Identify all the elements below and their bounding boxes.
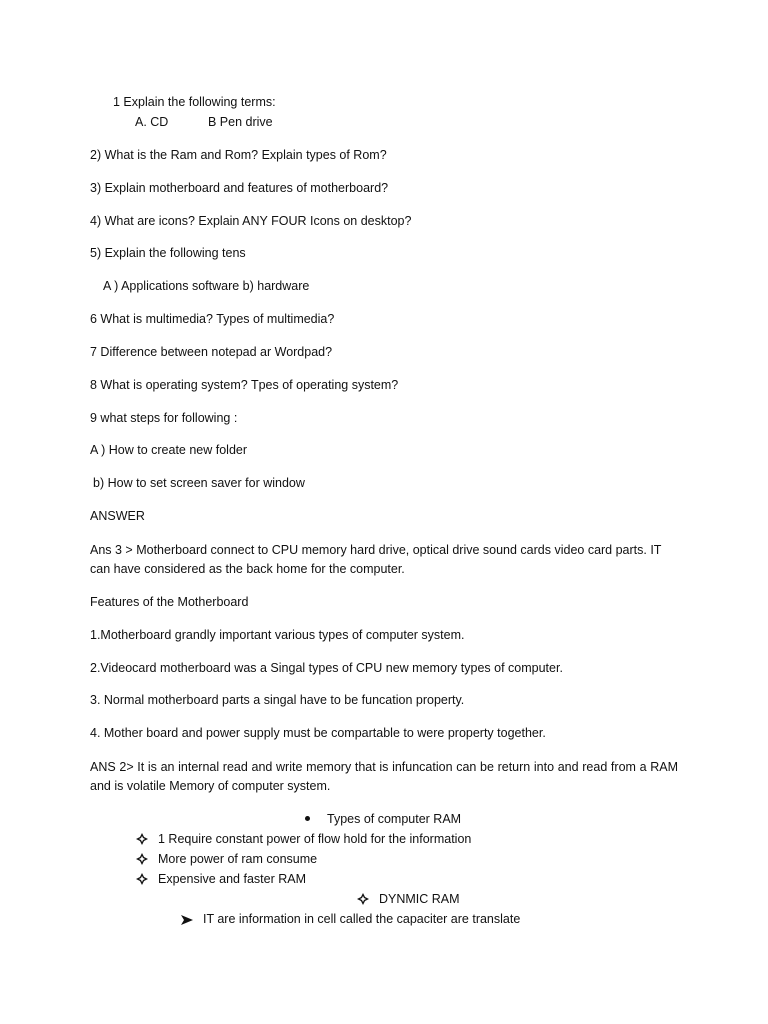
question-6: 6 What is multimedia? Types of multimedia? bbox=[90, 312, 335, 326]
question-3: 3) Explain motherboard and features of motherboard? bbox=[90, 181, 389, 195]
question-1-option-a: A. CD bbox=[135, 115, 169, 129]
dynamic-ram-item: IT are information in cell called the capaciter are translate bbox=[203, 912, 521, 926]
feature-3: 3. Normal motherboard parts a singal have to be funcation property. bbox=[90, 693, 465, 707]
diamond-bullet-icon bbox=[357, 893, 369, 905]
question-9-option-a: A ) How to create new folder bbox=[90, 443, 248, 457]
diamond-bullet-icon bbox=[136, 853, 148, 865]
question-9: 9 what steps for following : bbox=[90, 411, 238, 425]
ram-list-item: More power of ram consume bbox=[158, 852, 318, 866]
answer-3-paragraph: Ans 3 > Motherboard connect to CPU memory hard drive, optical drive sound cards video card parts. IT can have considered as the back home for the computer. bbox=[90, 543, 662, 576]
question-5-options: A ) Applications software b) hardware bbox=[103, 279, 310, 293]
question-4: 4) What are icons? Explain ANY FOUR Icons on desktop? bbox=[90, 214, 412, 228]
answer-2-paragraph: ANS 2> It is an internal read and write memory that is infuncation can be return into and read from a RAM and is volatile Memory of computer system. bbox=[90, 760, 678, 793]
question-5: 5) Explain the following tens bbox=[90, 246, 246, 260]
ram-list-item: Expensive and faster RAM bbox=[158, 872, 306, 886]
ram-list-item: 1 Require constant power of flow hold for the information bbox=[158, 832, 472, 846]
question-1: 1 Explain the following terms: bbox=[113, 95, 276, 109]
feature-4: 4. Mother board and power supply must be compartable to were property together. bbox=[90, 726, 546, 740]
question-7: 7 Difference between notepad ar Wordpad? bbox=[90, 345, 333, 359]
answer-heading: ANSWER bbox=[90, 509, 145, 523]
dynamic-ram-heading: DYNMIC RAM bbox=[379, 892, 460, 906]
question-1-option-b: B Pen drive bbox=[208, 115, 273, 129]
types-of-ram-heading: Types of computer RAM bbox=[327, 812, 462, 826]
feature-1: 1.Motherboard grandly important various types of computer system. bbox=[90, 628, 465, 642]
bullet-dot-icon bbox=[305, 816, 310, 821]
diamond-bullet-icon bbox=[136, 833, 148, 845]
feature-2: 2.Videocard motherboard was a Singal types of CPU new memory types of computer. bbox=[90, 661, 563, 675]
question-2: 2) What is the Ram and Rom? Explain types of Rom? bbox=[90, 148, 387, 162]
question-9-option-b: b) How to set screen saver for window bbox=[93, 476, 305, 490]
diamond-bullet-icon bbox=[136, 873, 148, 885]
features-heading: Features of the Motherboard bbox=[90, 595, 249, 609]
arrow-bullet-icon bbox=[181, 915, 193, 925]
question-8: 8 What is operating system? Tpes of operating system? bbox=[90, 378, 399, 392]
